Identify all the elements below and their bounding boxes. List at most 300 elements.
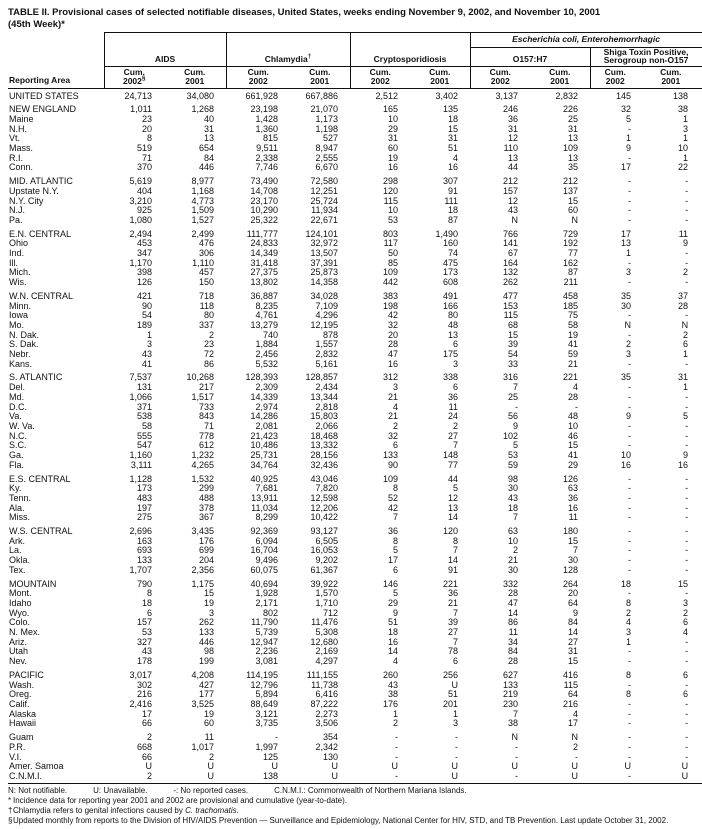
value-cell: 4 (683, 627, 689, 638)
value-cell: 90 (387, 459, 398, 470)
value-cell: - (685, 526, 689, 537)
value-cell: 2 (683, 329, 689, 340)
value-cell: 10,486 (250, 440, 278, 451)
value-cell: - (685, 708, 689, 719)
value-cell: 13,344 (310, 391, 338, 402)
value-cell: 3 (453, 358, 459, 369)
table-row (8, 710, 702, 720)
value-cell: 3 (392, 382, 398, 393)
value-cell: 5 (453, 483, 459, 494)
value-cell: 10 (387, 205, 398, 216)
value-cell: 733 (198, 401, 214, 412)
value-cell: 1,570 (315, 588, 338, 599)
value-cell: 18 (448, 205, 459, 216)
value-cell: - (628, 329, 632, 340)
value-cell: 98 (508, 473, 519, 484)
value-cell: 1,011 (130, 104, 152, 115)
value-cell: 1 (683, 152, 689, 163)
value-cell: 126 (136, 277, 152, 288)
value-cell: 14,339 (250, 391, 278, 402)
table-row (8, 618, 702, 628)
value-cell: N (624, 319, 632, 330)
value-cell: 15 (568, 656, 579, 667)
value-cell: 527 (322, 133, 338, 144)
value-cell: 178 (136, 656, 152, 667)
value-cell: 12 (508, 195, 519, 206)
value-cell: 1,128 (129, 473, 152, 484)
value-cell: 1,707 (129, 564, 152, 575)
table-row (8, 331, 702, 341)
value-cell: 40,925 (250, 473, 278, 484)
value-cell: 5 (392, 588, 398, 599)
value-cell: 63 (508, 526, 519, 537)
value-cell: 72,580 (310, 176, 338, 187)
value-cell: - (628, 176, 632, 187)
value-cell: 803 (382, 228, 398, 239)
value-cell: U (511, 761, 519, 772)
value-cell: 14,358 (310, 277, 338, 288)
value-cell: U (331, 761, 338, 772)
value-cell: 718 (198, 290, 214, 301)
value-cell: - (628, 535, 632, 546)
value-cell: 22 (678, 162, 689, 173)
value-cell: 43 (508, 492, 519, 503)
value-cell: 246 (502, 104, 519, 115)
value-cell: 15 (568, 195, 579, 206)
table-row (8, 546, 702, 556)
value-cell: - (515, 751, 519, 762)
table-row (8, 599, 702, 609)
value-cell: 197 (136, 502, 152, 513)
value-cell: 35 (621, 290, 632, 301)
value-cell: 2 (208, 751, 214, 762)
table-row (8, 311, 702, 321)
value-cell: 27 (568, 636, 579, 647)
value-cell: 9 (573, 607, 579, 618)
reporting-area-cell: Fla. (9, 459, 25, 470)
value-cell: 150 (198, 277, 214, 288)
value-cell: 38 (508, 718, 519, 729)
value-cell: 2,818 (315, 401, 338, 412)
value-cell: 13 (568, 152, 579, 163)
value-cell: 54 (141, 310, 152, 321)
value-cell: - (628, 421, 632, 431)
value-cell: 547 (136, 440, 152, 451)
value-cell: 1 (626, 636, 632, 647)
value-cell: 68 (508, 319, 519, 330)
value-cell: 3 (453, 718, 459, 729)
reporting-area-cell: N. Mex. (9, 627, 41, 638)
value-cell: 2 (146, 732, 152, 743)
value-cell: 2,456 (255, 349, 278, 360)
value-cell: 7,746 (255, 162, 278, 173)
value-cell: 25,322 (250, 214, 278, 225)
value-cell: 20 (141, 123, 152, 134)
value-cell: 47 (508, 597, 519, 608)
value-cell: 5,894 (255, 689, 278, 700)
reporting-area-cell: Calif. (9, 698, 30, 709)
value-cell: 17 (387, 555, 398, 566)
value-cell: 14,286 (250, 411, 278, 422)
value-cell: 15 (568, 535, 579, 546)
value-cell: - (395, 741, 398, 752)
value-cell: 64 (568, 689, 579, 700)
value-cell: 176 (382, 698, 398, 709)
reporting-area-cell: Okla. (9, 555, 31, 566)
value-cell: 226 (562, 104, 579, 115)
value-cell: 30 (508, 564, 519, 575)
value-cell: 367 (198, 512, 214, 523)
value-cell: 43 (508, 205, 519, 216)
table-row (8, 101, 702, 115)
value-cell: 56 (508, 411, 519, 422)
value-cell: 77 (568, 248, 579, 259)
value-cell: 1,066 (129, 391, 152, 402)
value-cell: 1,509 (191, 205, 214, 216)
reporting-area-cell: W. Va. (9, 421, 35, 431)
reporting-area-cell: N.J. (9, 205, 26, 216)
table-header (8, 33, 702, 89)
value-cell: U (451, 761, 459, 772)
value-cell: 17 (621, 228, 632, 239)
value-cell: 9 (683, 450, 689, 461)
value-cell: - (628, 277, 632, 288)
value-cell: 6 (453, 382, 459, 393)
value-cell: 146 (382, 578, 398, 589)
value-cell: U (530, 772, 590, 783)
value-cell: 28 (678, 300, 689, 311)
value-cell: 15 (678, 578, 689, 589)
value-cell: 4 (626, 617, 632, 628)
value-cell: 52 (387, 492, 398, 503)
footnote-marker: § (8, 816, 13, 826)
value-cell: 63 (568, 483, 579, 494)
table-row (8, 753, 702, 763)
value-cell: 3,735 (255, 718, 278, 729)
value-cell: 337 (198, 319, 214, 330)
table-row (8, 772, 702, 783)
value-cell: 29 (387, 597, 398, 608)
value-cell: 383 (382, 290, 398, 301)
value-cell: 60,075 (250, 564, 278, 575)
value-cell: 162 (562, 257, 579, 268)
value-cell: 132 (502, 267, 519, 278)
value-cell: 13,332 (310, 440, 338, 451)
value-cell: 53 (141, 627, 152, 638)
value-cell: 11 (508, 627, 519, 638)
value-cell: 40,694 (250, 578, 278, 589)
value-cell: 488 (198, 492, 214, 503)
value-cell: - (685, 698, 689, 709)
value-cell: 2 (683, 607, 689, 618)
value-cell: 84 (508, 646, 519, 657)
value-cell: 44 (508, 162, 519, 173)
value-cell: - (628, 257, 632, 268)
value-cell: 128,393 (245, 372, 278, 383)
value-cell: 51 (387, 617, 398, 628)
value-cell: 173 (442, 267, 459, 278)
value-cell: 2,081 (255, 421, 278, 431)
value-cell: 1,517 (191, 391, 214, 402)
value-cell: 21 (508, 555, 519, 566)
value-cell: - (628, 440, 632, 451)
value-cell: - (685, 636, 689, 647)
value-cell: 12,680 (310, 636, 338, 647)
value-cell: 35 (568, 162, 579, 173)
value-cell: 7 (573, 545, 579, 556)
value-cell: 5 (626, 113, 632, 124)
reporting-area-cell: W.N. CENTRAL (9, 290, 74, 301)
value-cell: 555 (136, 430, 152, 441)
value-cell: 32 (621, 104, 632, 115)
value-cell: 1,198 (315, 123, 338, 134)
aids-group-header: AIDS (104, 33, 226, 67)
value-cell: 24,833 (250, 238, 278, 249)
value-cell: 25,873 (310, 267, 338, 278)
value-cell: - (628, 214, 632, 225)
value-cell: 302 (136, 679, 152, 690)
value-cell: 5,308 (315, 627, 338, 638)
value-cell: 28,156 (310, 450, 338, 461)
value-cell: 1 (683, 349, 689, 360)
table-row (8, 369, 702, 383)
value-cell: 102 (502, 430, 519, 441)
value-cell: 2,236 (255, 646, 278, 657)
value-cell: 1 (146, 329, 152, 340)
value-cell: 7 (513, 512, 519, 523)
value-cell: 5,532 (255, 358, 278, 369)
value-cell: 30 (621, 300, 632, 311)
table-row (8, 403, 702, 413)
value-cell: - (575, 751, 579, 762)
value-cell: 31 (448, 133, 459, 144)
value-cell: 3 (626, 267, 632, 278)
table-row (8, 115, 702, 125)
value-cell: 476 (198, 238, 214, 249)
value-cell: 15 (568, 440, 579, 451)
value-cell: 33 (508, 358, 519, 369)
value-cell: 347 (136, 248, 152, 259)
value-cell: - (628, 646, 632, 657)
table-row (8, 226, 702, 240)
reporting-area-cell: UNITED STATES (9, 90, 79, 101)
col-header-cum: Cum. 2002 (470, 66, 530, 88)
value-cell: 4 (392, 401, 398, 412)
value-cell: 59 (508, 459, 519, 470)
value-cell: 9 (626, 411, 632, 422)
reporting-area-cell: Pa. (9, 214, 23, 225)
value-cell: 10 (387, 113, 398, 124)
value-cell: 2,832 (315, 349, 338, 360)
value-cell: 25,724 (310, 195, 338, 206)
table-row (8, 88, 702, 101)
value-cell: 332 (502, 578, 519, 589)
value-cell: 1,170 (129, 257, 152, 268)
value-cell: - (685, 195, 689, 206)
value-cell: - (685, 214, 689, 225)
value-cell: 6,670 (315, 162, 338, 173)
table-row (8, 690, 702, 700)
value-cell: 1,268 (191, 104, 214, 115)
value-cell: - (685, 679, 689, 690)
value-cell: - (685, 588, 689, 599)
reporting-area-cell: V.I. (9, 751, 22, 762)
value-cell: 8 (392, 535, 398, 546)
value-cell: 11,476 (311, 617, 338, 628)
value-cell: 41 (568, 450, 579, 461)
value-cell: 256 (442, 669, 459, 680)
value-cell: 3 (626, 627, 632, 638)
value-cell: 1 (683, 133, 689, 144)
value-cell: 64 (568, 597, 579, 608)
table-row (8, 197, 702, 207)
reporting-area-cell: Amer. Samoa (9, 761, 64, 772)
value-cell: 262 (198, 617, 214, 628)
value-cell: - (685, 430, 689, 441)
footnote-marker: † (8, 806, 13, 816)
value-cell: 166 (442, 300, 459, 311)
value-cell: 3,525 (191, 698, 214, 709)
footnote: §Updated monthly from reports to the Division of HIV/AIDS Prevention — Surveillance and Epidemiology, National Center for HIV, STD, and TB Prevention. Last update October 31, 2002. (8, 816, 669, 826)
reporting-area-cell: Utah (9, 646, 29, 657)
table-row (8, 249, 702, 259)
value-cell: 16 (387, 358, 398, 369)
value-cell: 1,160 (129, 450, 152, 461)
value-cell: 3,017 (129, 669, 152, 680)
value-cell: 519 (136, 143, 152, 154)
value-cell: 15,803 (310, 411, 338, 422)
value-cell: 24 (448, 411, 459, 422)
value-cell: 30 (508, 483, 519, 494)
value-cell: 12,251 (310, 185, 338, 196)
value-cell: - (628, 382, 632, 393)
value-cell: 216 (136, 689, 152, 700)
table-row (8, 125, 702, 135)
value-cell: 3,137 (495, 90, 519, 101)
value-cell: 878 (322, 329, 338, 340)
reporting-area-cell: Kans. (9, 358, 33, 369)
col-header-cum: Cum. 2002§ (104, 66, 164, 88)
table-row (8, 537, 702, 547)
value-cell: 2,555 (315, 152, 338, 163)
value-cell: 7 (392, 512, 398, 523)
value-cell: 230 (502, 698, 519, 709)
value-cell: 338 (442, 372, 459, 383)
reporting-area-cell: MOUNTAIN (9, 578, 57, 589)
table-row (8, 441, 702, 451)
value-cell: 51 (448, 143, 459, 154)
value-cell: 31 (678, 372, 689, 383)
value-cell: 19 (568, 329, 579, 340)
value-cell: 41 (568, 339, 579, 350)
value-cell: 1,997 (255, 741, 278, 752)
table-row (8, 556, 702, 566)
value-cell: 3,402 (435, 90, 459, 101)
reporting-area-cell: Idaho (9, 597, 32, 608)
footnote: * Incidence data for reporting year 2001 and 2002 are provisional and cumulative (year-to-date). (8, 796, 347, 806)
value-cell: 6,094 (255, 535, 278, 546)
reporting-area-cell: E.N. CENTRAL (9, 228, 72, 239)
value-cell: - (685, 205, 689, 216)
table-row (8, 523, 702, 537)
reporting-area-cell: S.C. (9, 440, 27, 451)
value-cell: 2,356 (191, 564, 214, 575)
value-cell: 36 (448, 391, 459, 402)
col-header-cum: Cum. 2002 (350, 66, 410, 88)
value-cell: 7 (453, 636, 459, 647)
value-cell: - (628, 430, 632, 441)
value-cell: 654 (198, 143, 214, 154)
table-title-line2: (45th Week)* (8, 18, 65, 30)
value-cell: 2,499 (191, 228, 214, 239)
table-row (8, 513, 702, 523)
value-cell: 53 (508, 450, 519, 461)
value-cell: 32,436 (310, 459, 338, 470)
value-cell: 9,202 (315, 555, 338, 566)
value-cell: 133 (198, 627, 214, 638)
value-cell: 28 (568, 391, 579, 402)
value-cell: 109 (382, 267, 398, 278)
reporting-area-cell: Ala. (9, 502, 25, 513)
value-cell: 5 (683, 411, 689, 422)
value-cell: 219 (502, 689, 519, 700)
value-cell: 44 (448, 473, 459, 484)
value-cell: 13,279 (250, 319, 278, 330)
value-cell: 1,428 (255, 113, 278, 124)
value-cell: 86 (203, 358, 214, 369)
value-cell: 15 (203, 588, 214, 599)
value-cell: 2 (513, 545, 519, 556)
reporting-area-cell: Ill. (9, 257, 18, 268)
value-cell: 75 (568, 310, 579, 321)
table-row (8, 278, 702, 288)
value-cell: 3,121 (255, 708, 278, 719)
reporting-area-cell: Guam (9, 732, 34, 743)
value-cell: 157 (136, 617, 152, 628)
value-cell: 1 (392, 708, 398, 719)
value-cell: 483 (136, 492, 152, 503)
value-cell: 2,309 (255, 382, 278, 393)
value-cell: 3 (208, 607, 214, 618)
value-cell: 1,175 (191, 578, 214, 589)
value-cell: 6 (392, 440, 398, 451)
value-cell: - (395, 732, 398, 743)
value-cell: 16,053 (310, 545, 338, 556)
value-cell: 115 (503, 310, 519, 321)
value-cell: 1 (626, 248, 632, 259)
legend-item: N: Not notifiable. (8, 785, 68, 795)
value-cell: 31 (568, 646, 579, 657)
value-cell: U (290, 772, 350, 783)
value-cell: 39 (508, 339, 519, 350)
value-cell: 354 (322, 732, 338, 743)
value-cell: 7 (453, 440, 459, 451)
value-cell: 133 (502, 679, 519, 690)
reporting-area-header: Reporting Area (8, 33, 104, 89)
value-cell: - (350, 772, 410, 783)
value-cell: 109 (382, 473, 398, 484)
cryptosporidiosis-group-header: Cryptosporidiosis (350, 33, 470, 67)
col-header-cum: Cum. 2001 (410, 66, 470, 88)
value-cell: 90 (141, 300, 152, 311)
reporting-area-cell: Mont. (9, 588, 32, 599)
table-row (8, 484, 702, 494)
value-cell: 16 (621, 459, 632, 470)
value-cell: 668 (136, 741, 152, 752)
table-body (8, 88, 702, 783)
value-cell: 491 (442, 290, 459, 301)
col-header-cum: Cum. 2001 (164, 66, 226, 88)
